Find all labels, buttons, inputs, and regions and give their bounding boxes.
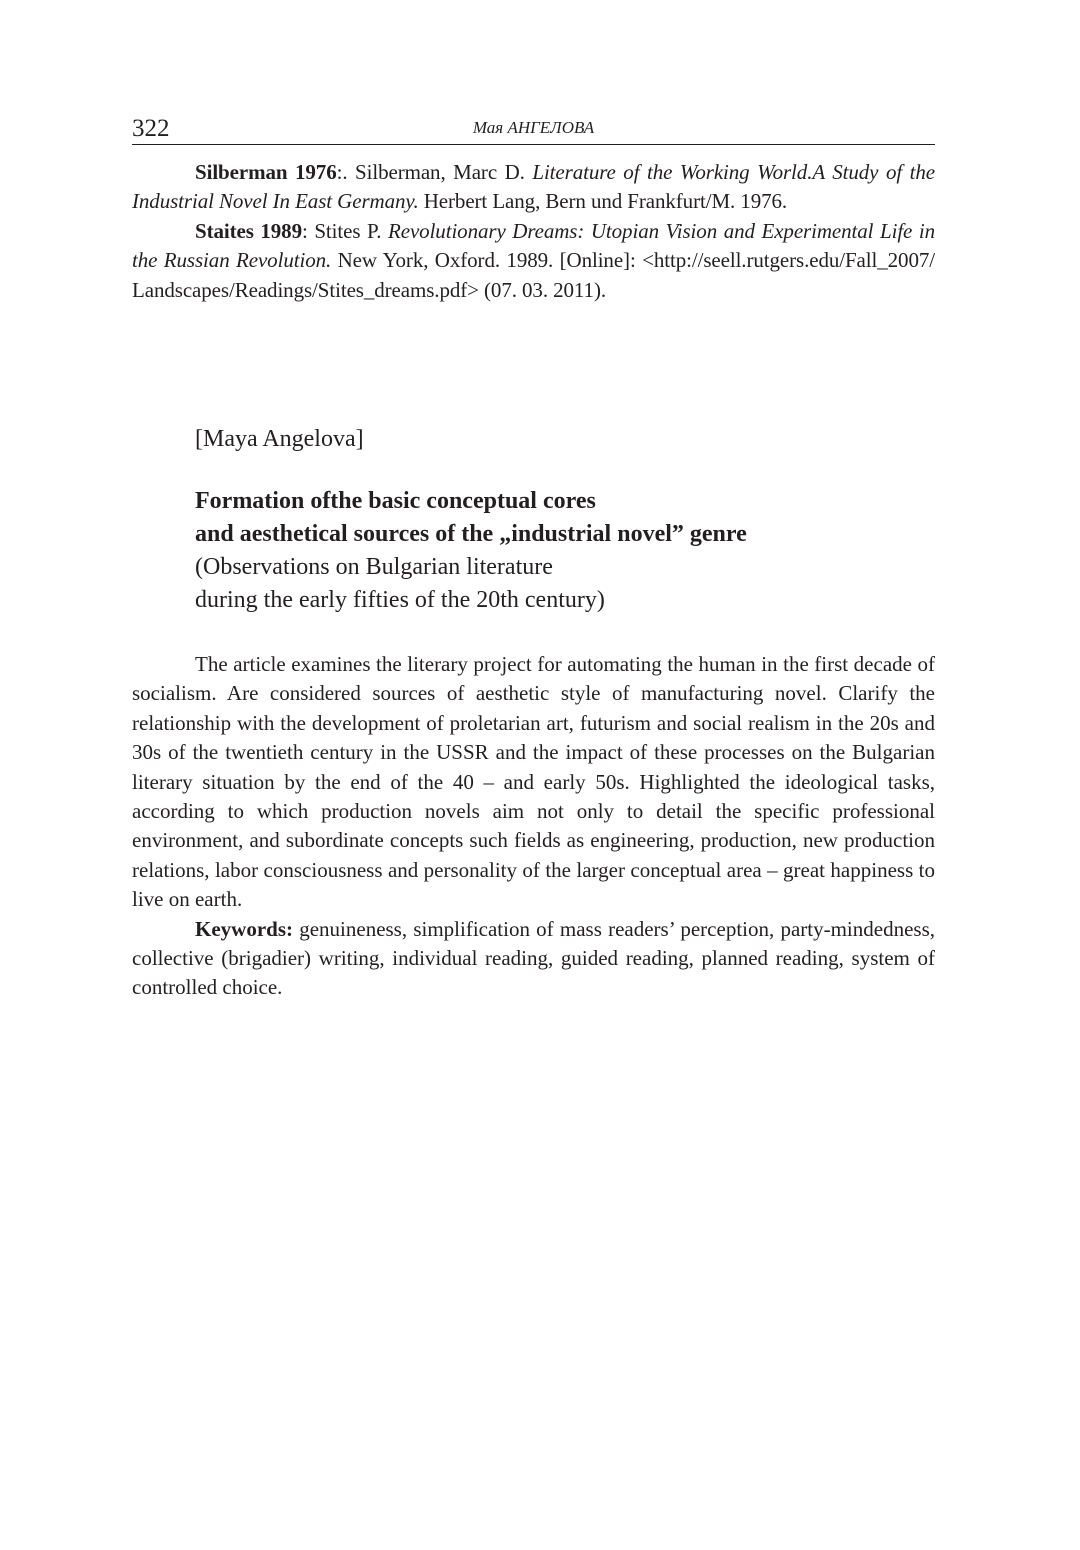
reference-publisher: Herbert Lang, Bern und Frankfurt/M. 1976. <box>418 189 788 214</box>
running-header <box>132 113 935 145</box>
page-number: 322 <box>132 115 170 142</box>
keywords-label: Keywords: <box>195 916 293 941</box>
english-summary <box>195 423 935 617</box>
abstract-section <box>132 650 935 1003</box>
reference-title: Literature of the Working World.A Study of the Industrial Novel In East Germany. <box>132 160 935 214</box>
reference-key: Silberman 1976 <box>195 160 337 184</box>
summary-title-line: and aesthetical sources of the „industrial novel” genre <box>195 521 747 547</box>
reference-author: : Stites P. <box>302 218 388 243</box>
abstract-paragraph: The article examines the literary project for automating the human in the first decade of socialism. Are considered sources of aesthetic style of manufacturing novel. Clarify the relationship with the development of proletarian art, futurism and social realism in the 20s and 30s of the twentieth century in the USSR and the impact of these processes on the Bulgarian literary situation by the end of the 40 – and early 50s. Highlighted the ideological tasks, according to which production novels aim not only to detail the specific professional environment, and subordinate concepts such fields as engineering, production, new production relations, labor consciousness and personality of the larger conceptual area – great happiness to live on earth. <box>132 652 935 912</box>
reference-entry <box>132 158 935 217</box>
reference-key: Staites 1989 <box>195 218 302 243</box>
reference-author: :. Silberman, Marc D. <box>336 160 533 184</box>
summary-author: [Maya Angelova] <box>195 426 364 452</box>
summary-title-block <box>195 485 935 617</box>
summary-subtitle-line: (Observations on Bulgarian literature <box>195 554 553 580</box>
keywords-text: genuineness, simplification of mass readers’ perception, party-mindedness, collective (brigadier) writing, individual reading, guided reading, planned reading, system of controlled choice. <box>132 916 935 1000</box>
running-title: Мая АНГЕЛОВА <box>472 118 595 137</box>
reference-publisher: New York, Oxford. 1989. [Online]: <http://seell.rutgers.edu/Fall_2007/Landscapes/Readings/Stites_dreams.pdf> (07. 03. 2011). <box>132 248 935 302</box>
reference-entry <box>132 217 935 305</box>
summary-title-line: Formation ofthe basic conceptual cores <box>195 488 596 514</box>
reference-list <box>132 158 935 305</box>
keywords-paragraph <box>132 915 935 1003</box>
reference-title: Revolutionary Dreams: Utopian Vision and Experimental Life in the Russian Revolution. <box>132 218 935 273</box>
summary-subtitle-line: during the early fifties of the 20th century) <box>195 587 605 613</box>
